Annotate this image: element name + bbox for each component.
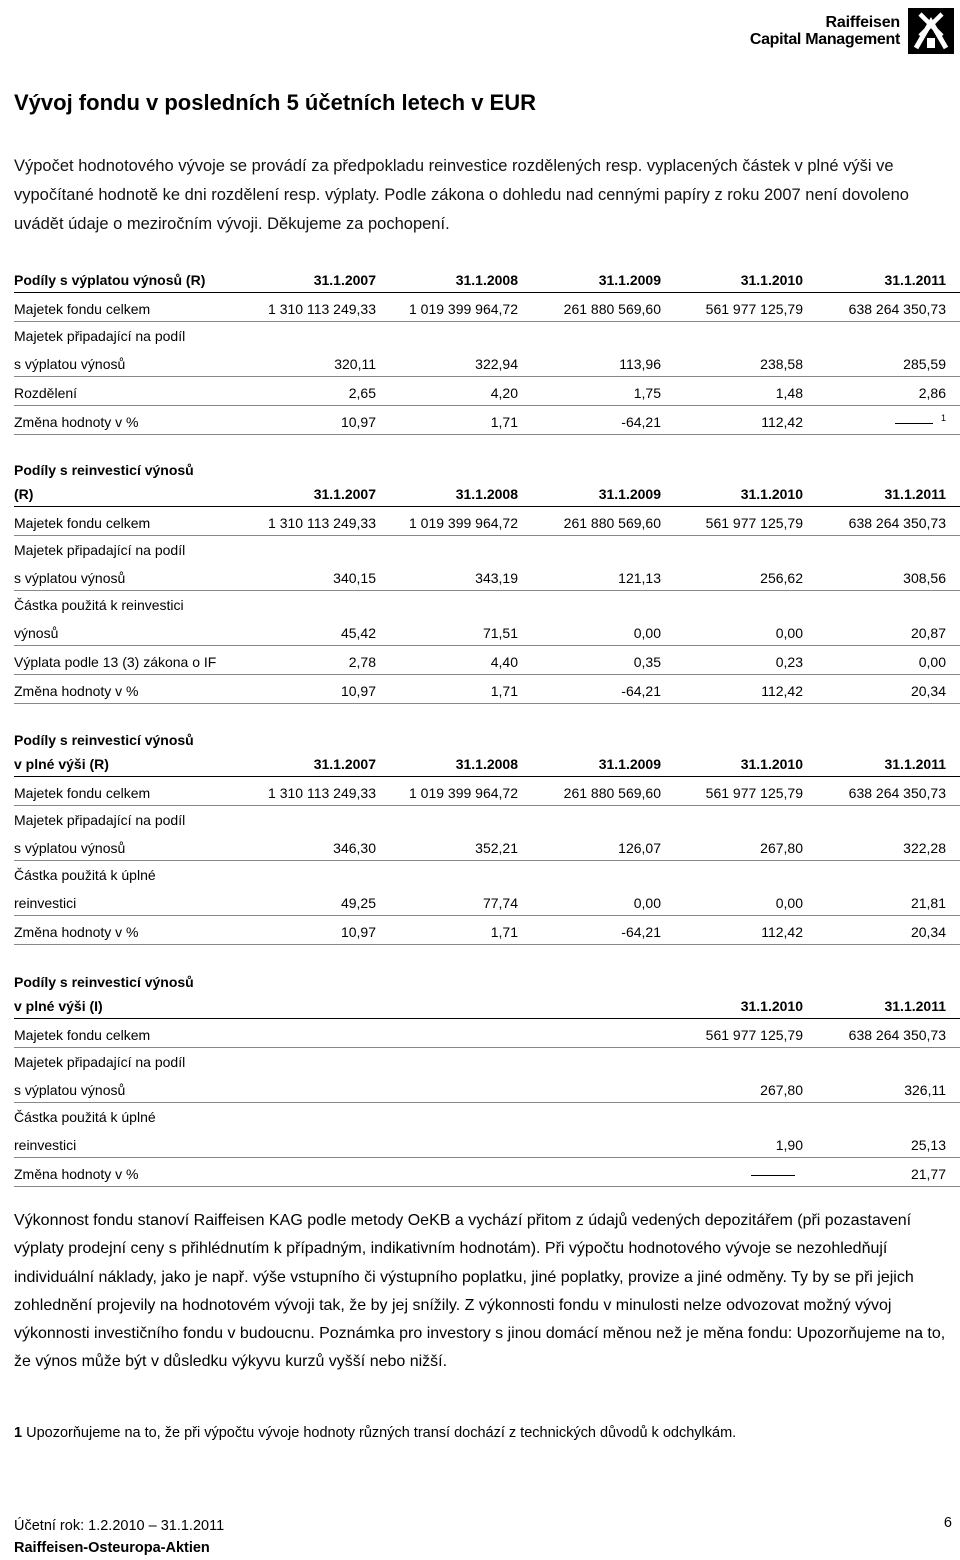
table-cell: 638 264 350,73	[848, 301, 946, 317]
table-cell: 126,07	[618, 840, 661, 856]
fund-table-1	[14, 264, 960, 435]
table-cell: 238,58	[760, 356, 803, 372]
table-cell: 20,34	[910, 924, 946, 940]
column-header: 31.1.2008	[455, 756, 518, 772]
table-cell: 4,40	[490, 654, 518, 670]
table-cell: 1,75	[633, 385, 661, 401]
column-header: 31.1.2010	[740, 756, 803, 772]
row-label: Částka použitá k reinvestici	[14, 597, 184, 613]
page-title: Vývoj fondu v posledních 5 účetních letech v EUR	[14, 90, 536, 115]
table-cell: -64,21	[621, 414, 661, 430]
table-cell: 561 977 125,79	[705, 301, 803, 317]
table-row	[14, 536, 960, 562]
column-header: 31.1.2010	[740, 272, 803, 288]
table-cell: 112,42	[761, 683, 803, 699]
table-cell: 352,21	[475, 840, 518, 856]
table-cell: 10,97	[340, 683, 376, 699]
table-row	[14, 591, 960, 617]
table-header-label: v plné výši (I)	[14, 998, 103, 1014]
table-row	[14, 507, 960, 536]
table-header-label: Podíly s výplatou výnosů (R)	[14, 272, 206, 288]
table-cell: 113,96	[619, 356, 661, 372]
footnote-text: Upozorňujeme na to, že při výpočtu vývoje hodnoty různých transí dochází z technických důvodů k odchylkám.	[26, 1425, 737, 1441]
row-label: Majetek fondu celkem	[14, 301, 151, 317]
table-cell: 112,42	[761, 924, 803, 940]
table-cell: 2,65	[348, 385, 376, 401]
table-row	[14, 887, 960, 916]
logo-text	[750, 14, 900, 48]
column-header: 31.1.2011	[884, 272, 946, 288]
table-header-row	[14, 264, 960, 293]
table-cell: 322,94	[475, 356, 518, 372]
column-header: 31.1.2007	[313, 272, 376, 288]
table-cell: 49,25	[340, 895, 376, 911]
column-header: 31.1.2007	[313, 486, 376, 502]
column-header: 31.1.2010	[740, 998, 803, 1014]
table-cell: 0,00	[775, 625, 803, 641]
table-cell	[806, 413, 946, 430]
column-header: 31.1.2009	[598, 756, 661, 772]
fund-table-3	[14, 726, 960, 945]
table-cell: 20,34	[910, 683, 946, 699]
table-header-row	[14, 990, 960, 1019]
table-cell: 561 977 125,79	[705, 785, 803, 801]
fund-table-4	[14, 968, 960, 1187]
table-row	[14, 646, 960, 675]
table-cell: 326,11	[904, 1082, 946, 1098]
row-label: s výplatou výnosů	[14, 356, 126, 372]
table-cell: 121,13	[618, 570, 661, 586]
logo-line1: Raiffeisen	[825, 14, 900, 31]
row-label: reinvestici	[14, 1137, 77, 1153]
table-row	[14, 1074, 960, 1103]
dash-mark	[895, 423, 933, 424]
column-header: 31.1.2008	[455, 272, 518, 288]
table-cell: 561 977 125,79	[705, 1027, 803, 1043]
footnote	[14, 1425, 736, 1441]
table-header-row	[14, 478, 960, 507]
raiffeisen-gable-icon	[908, 8, 954, 54]
table-row	[14, 777, 960, 806]
table-row	[14, 1019, 960, 1048]
table-cell: 2,78	[348, 654, 376, 670]
row-label: Majetek připadající na podíl	[14, 542, 186, 558]
table-cell: 1 310 113 249,33	[268, 785, 376, 801]
table-cell: 1,90	[775, 1137, 803, 1153]
table-cell: 112,42	[761, 414, 803, 430]
table-cell: 267,80	[760, 840, 803, 856]
row-label: Majetek připadající na podíl	[14, 1054, 186, 1070]
table-cell: 10,97	[340, 414, 376, 430]
row-label: Majetek fondu celkem	[14, 1027, 151, 1043]
table-cell: 285,59	[903, 356, 946, 372]
row-label: Majetek fondu celkem	[14, 785, 151, 801]
table-cell: 346,30	[333, 840, 376, 856]
table-cell: 1 019 399 964,72	[409, 785, 518, 801]
table-row	[14, 562, 960, 591]
table-cell: 0,00	[918, 654, 946, 670]
column-header: 31.1.2009	[598, 486, 661, 502]
table-cell: 261 880 569,60	[563, 301, 661, 317]
column-header: 31.1.2007	[313, 756, 376, 772]
table-row	[14, 617, 960, 646]
table-cell: 21,81	[910, 895, 946, 911]
table-cell	[663, 1166, 803, 1182]
table-row	[14, 293, 960, 322]
row-label: Částka použitá k úplné	[14, 1109, 156, 1125]
table-title	[14, 456, 960, 478]
column-header: 31.1.2008	[455, 486, 518, 502]
table-header-label: v plné výši (R)	[14, 756, 109, 772]
table-cell: 561 977 125,79	[705, 515, 803, 531]
table-cell: 21,77	[910, 1166, 946, 1182]
column-header: 31.1.2009	[598, 272, 661, 288]
row-label: s výplatou výnosů	[14, 570, 126, 586]
table-cell: 0,00	[633, 895, 661, 911]
footer-period: Účetní rok: 1.2.2010 – 31.1.2011	[14, 1518, 225, 1534]
row-label: reinvestici	[14, 895, 77, 911]
table-cell: 25,13	[910, 1137, 946, 1153]
table-row	[14, 675, 960, 704]
table-row	[14, 1103, 960, 1129]
table-row	[14, 1048, 960, 1074]
column-header: 31.1.2011	[884, 756, 946, 772]
table-row	[14, 322, 960, 348]
table-cell: 343,19	[475, 570, 518, 586]
table-cell: 638 264 350,73	[848, 1027, 946, 1043]
fund-table-2	[14, 456, 960, 704]
footer-fund-name: Raiffeisen-Osteuropa-Aktien	[14, 1540, 210, 1556]
table-cell: 0,00	[633, 625, 661, 641]
table-cell: 267,80	[760, 1082, 803, 1098]
table-header-row	[14, 748, 960, 777]
table-cell: 340,15	[333, 570, 376, 586]
logo-line2: Capital Management	[749, 31, 900, 48]
performance-note: Výkonnost fondu stanoví Raiffeisen KAG podle metody OeKB a vychází přitom z údajů vedených depozitářem (při pozastavení výplaty prodejní ceny s přihlédnutím k případným, indikativním hodnotám). Při výpočtu hodnotového vývoje se nezohledňují individuální náklady, jako je např. výše vstupního či výstupního poplatku, jiné poplatky, provize a jiné odměny. Ty by se při jejich zohlednění projevily na hodnotovém vývoji tak, že by jej snížily. Z výkonnosti fondu v minulosti nelze odvozovat možný vývoj výkonnosti investičního fondu v budoucnu. Poznámka pro investory s jinou domácí měnou než je měna fondu: Upozorňujeme na to, že výnos může být v důsledku výkyvu kurzů vyšší nebo nižší.	[14, 1212, 946, 1371]
table-row	[14, 916, 960, 945]
table-cell: -64,21	[621, 683, 661, 699]
row-label: Změna hodnoty v %	[14, 1166, 139, 1182]
table-row	[14, 832, 960, 861]
table-cell: 0,23	[775, 654, 803, 670]
table-cell: 1 019 399 964,72	[409, 515, 518, 531]
table-cell: 261 880 569,60	[563, 785, 661, 801]
table-cell: 1 310 113 249,33	[268, 515, 376, 531]
table-cell: 1,71	[490, 414, 518, 430]
row-label: Výplata podle 13 (3) zákona o IF	[14, 654, 217, 670]
row-label: Rozdělení	[14, 385, 78, 401]
logo	[750, 8, 954, 54]
row-label: Majetek připadající na podíl	[14, 328, 186, 344]
intro-text: Výpočet hodnotového vývoje se provádí za předpokladu reinvestice rozdělených resp. vyplacených částek v plné výši ve vypočítané hodnotě ke dni rozdělení resp. výplaty. Podle zákona o dohledu nad cennými papíry z roku 2007 není dovoleno uvádět údaje o meziročním vývoji. Děkujeme za pochopení.	[14, 157, 909, 233]
column-header: 31.1.2011	[884, 486, 946, 502]
table-cell: 1 310 113 249,33	[268, 301, 376, 317]
footnote-ref: 1	[940, 413, 946, 424]
page-number: 6	[943, 1515, 952, 1531]
table-row	[14, 861, 960, 887]
table-cell: 0,35	[633, 654, 661, 670]
table-row	[14, 1158, 960, 1187]
footer	[14, 1515, 224, 1559]
table-header-label: (R)	[14, 486, 34, 502]
row-label: Částka použitá k úplné	[14, 867, 156, 883]
row-label: s výplatou výnosů	[14, 1082, 126, 1098]
table-title-text: Podíly s reinvesticí výnosů	[14, 732, 194, 748]
table-cell: 10,97	[340, 924, 376, 940]
table-row	[14, 806, 960, 832]
table-cell: 0,00	[775, 895, 803, 911]
table-cell: 2,86	[918, 385, 946, 401]
table-cell: 322,28	[903, 840, 946, 856]
row-label: výnosů	[14, 625, 59, 641]
column-header: 31.1.2011	[884, 998, 946, 1014]
row-label: Majetek připadající na podíl	[14, 812, 186, 828]
table-cell: 638 264 350,73	[848, 785, 946, 801]
table-cell: 638 264 350,73	[848, 515, 946, 531]
row-label: Změna hodnoty v %	[14, 924, 139, 940]
table-title-text: Podíly s reinvesticí výnosů	[14, 462, 194, 478]
table-title	[14, 968, 960, 990]
table-row	[14, 406, 960, 435]
table-cell: 1 019 399 964,72	[409, 301, 518, 317]
table-cell: 1,71	[490, 683, 518, 699]
row-label: s výplatou výnosů	[14, 840, 126, 856]
table-cell: 4,20	[490, 385, 518, 401]
row-label: Majetek fondu celkem	[14, 515, 151, 531]
table-cell: 45,42	[340, 625, 376, 641]
table-cell: 256,62	[760, 570, 803, 586]
table-row	[14, 377, 960, 406]
table-cell: 320,11	[334, 356, 376, 372]
dash-mark	[751, 1175, 795, 1176]
table-cell: 77,74	[482, 895, 518, 911]
row-label: Změna hodnoty v %	[14, 683, 139, 699]
table-title	[14, 726, 960, 748]
table-row	[14, 1129, 960, 1158]
table-title-text: Podíly s reinvesticí výnosů	[14, 974, 194, 990]
row-label: Změna hodnoty v %	[14, 414, 139, 430]
table-cell: 308,56	[903, 570, 946, 586]
table-cell: -64,21	[621, 924, 661, 940]
table-cell: 71,51	[482, 625, 518, 641]
column-header: 31.1.2010	[740, 486, 803, 502]
footnote-number: 1	[14, 1425, 23, 1441]
table-row	[14, 348, 960, 377]
table-cell: 1,48	[775, 385, 803, 401]
table-cell: 261 880 569,60	[563, 515, 661, 531]
table-cell: 1,71	[490, 924, 518, 940]
table-cell: 20,87	[910, 625, 946, 641]
